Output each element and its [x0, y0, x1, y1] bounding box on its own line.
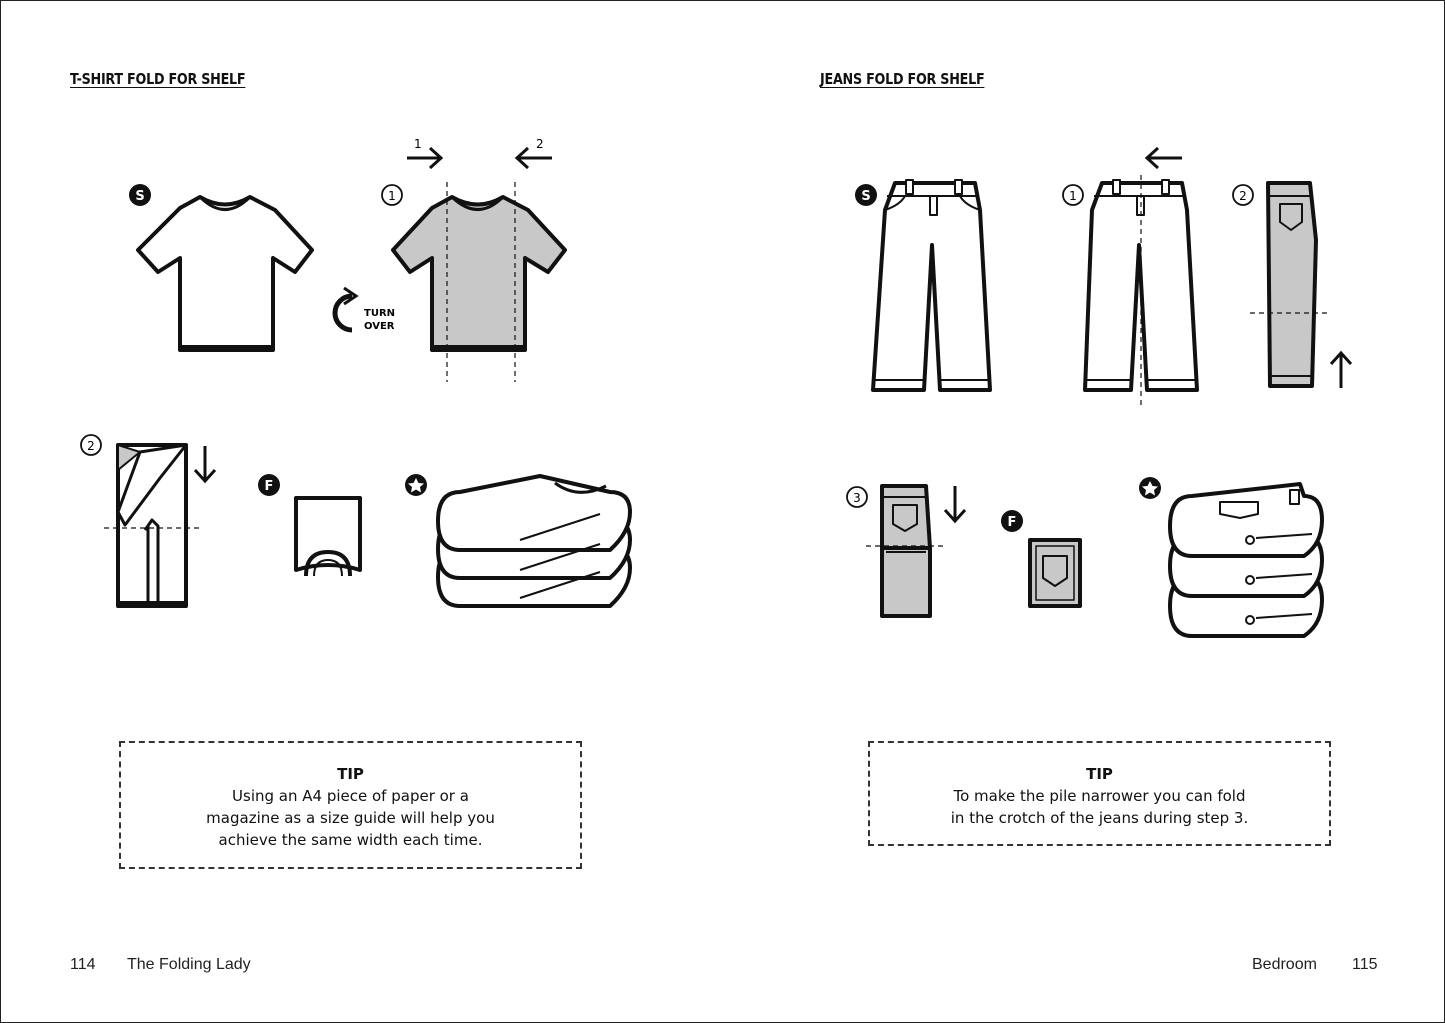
tip-heading: TIP [1086, 765, 1113, 783]
svg-text:S: S [861, 189, 871, 204]
tip-line: Using an A4 piece of paper or a [232, 787, 469, 805]
svg-text:S: S [135, 189, 145, 204]
tshirt-stack-marker [405, 474, 427, 496]
page-number-left: 114 [70, 956, 96, 973]
svg-text:F: F [264, 479, 274, 494]
jeans-start-icon [873, 180, 990, 390]
tshirt-step2-marker [81, 435, 101, 455]
svg-text:1: 1 [414, 137, 422, 151]
svg-text:1: 1 [388, 189, 396, 203]
jeans-finish-marker [1001, 510, 1023, 532]
fold-arrow-2-icon [517, 137, 552, 168]
fold-up-arrow-icon [1331, 353, 1351, 388]
tshirt-stack-icon [438, 476, 630, 606]
svg-text:OVER: OVER [364, 321, 395, 332]
jeans-step3-icon [882, 486, 930, 616]
tshirt-section-title: T-SHIRT FOLD FOR SHELF [70, 70, 246, 88]
tip-line: in the crotch of the jeans during step 3. [950, 809, 1249, 827]
running-title-right: Bedroom [1252, 956, 1317, 973]
turn-over-icon [335, 288, 395, 332]
jeans-step2-marker [1233, 185, 1253, 205]
tshirt-step2-icon [118, 445, 186, 606]
tshirt-step1-marker [382, 185, 402, 205]
svg-text:TURN: TURN [364, 308, 396, 319]
jeans-step1-marker [1063, 185, 1083, 205]
tshirt-tip-box [119, 741, 582, 869]
jeans-stack-marker [1139, 477, 1161, 499]
tshirt-start-marker [129, 184, 151, 206]
jeans-step3-marker [847, 487, 867, 507]
svg-text:3: 3 [853, 491, 861, 505]
tshirt-start-icon [138, 197, 312, 350]
svg-text:1: 1 [1069, 189, 1077, 203]
svg-text:2: 2 [1239, 189, 1247, 203]
jeans-section-title: JEANS FOLD FOR SHELF [820, 70, 985, 88]
fold-down-arrow-2-icon [945, 486, 965, 521]
jeans-tip-box [868, 741, 1331, 846]
page-number-right: 115 [1352, 956, 1378, 973]
fold-left-arrow-icon [1147, 148, 1182, 168]
jeans-start-marker [855, 184, 877, 206]
tshirt-step1-icon [393, 197, 565, 350]
svg-text:2: 2 [536, 137, 544, 151]
tip-line: achieve the same width each time. [218, 831, 483, 849]
svg-text:2: 2 [87, 439, 95, 453]
svg-text:F: F [1007, 515, 1017, 530]
fold-arrow-1-icon [407, 137, 441, 168]
tshirt-finish-marker [258, 474, 280, 496]
jeans-stack-icon [1170, 484, 1322, 636]
tip-line: magazine as a size guide will help you [206, 809, 495, 827]
jeans-folded-icon [1030, 540, 1080, 606]
tip-heading: TIP [337, 765, 364, 783]
fold-down-arrow-icon [195, 446, 215, 481]
jeans-step2-icon [1268, 183, 1316, 386]
tip-line: To make the pile narrower you can fold [953, 787, 1246, 805]
tshirt-folded-icon [296, 498, 360, 576]
running-title-left: The Folding Lady [127, 956, 251, 973]
